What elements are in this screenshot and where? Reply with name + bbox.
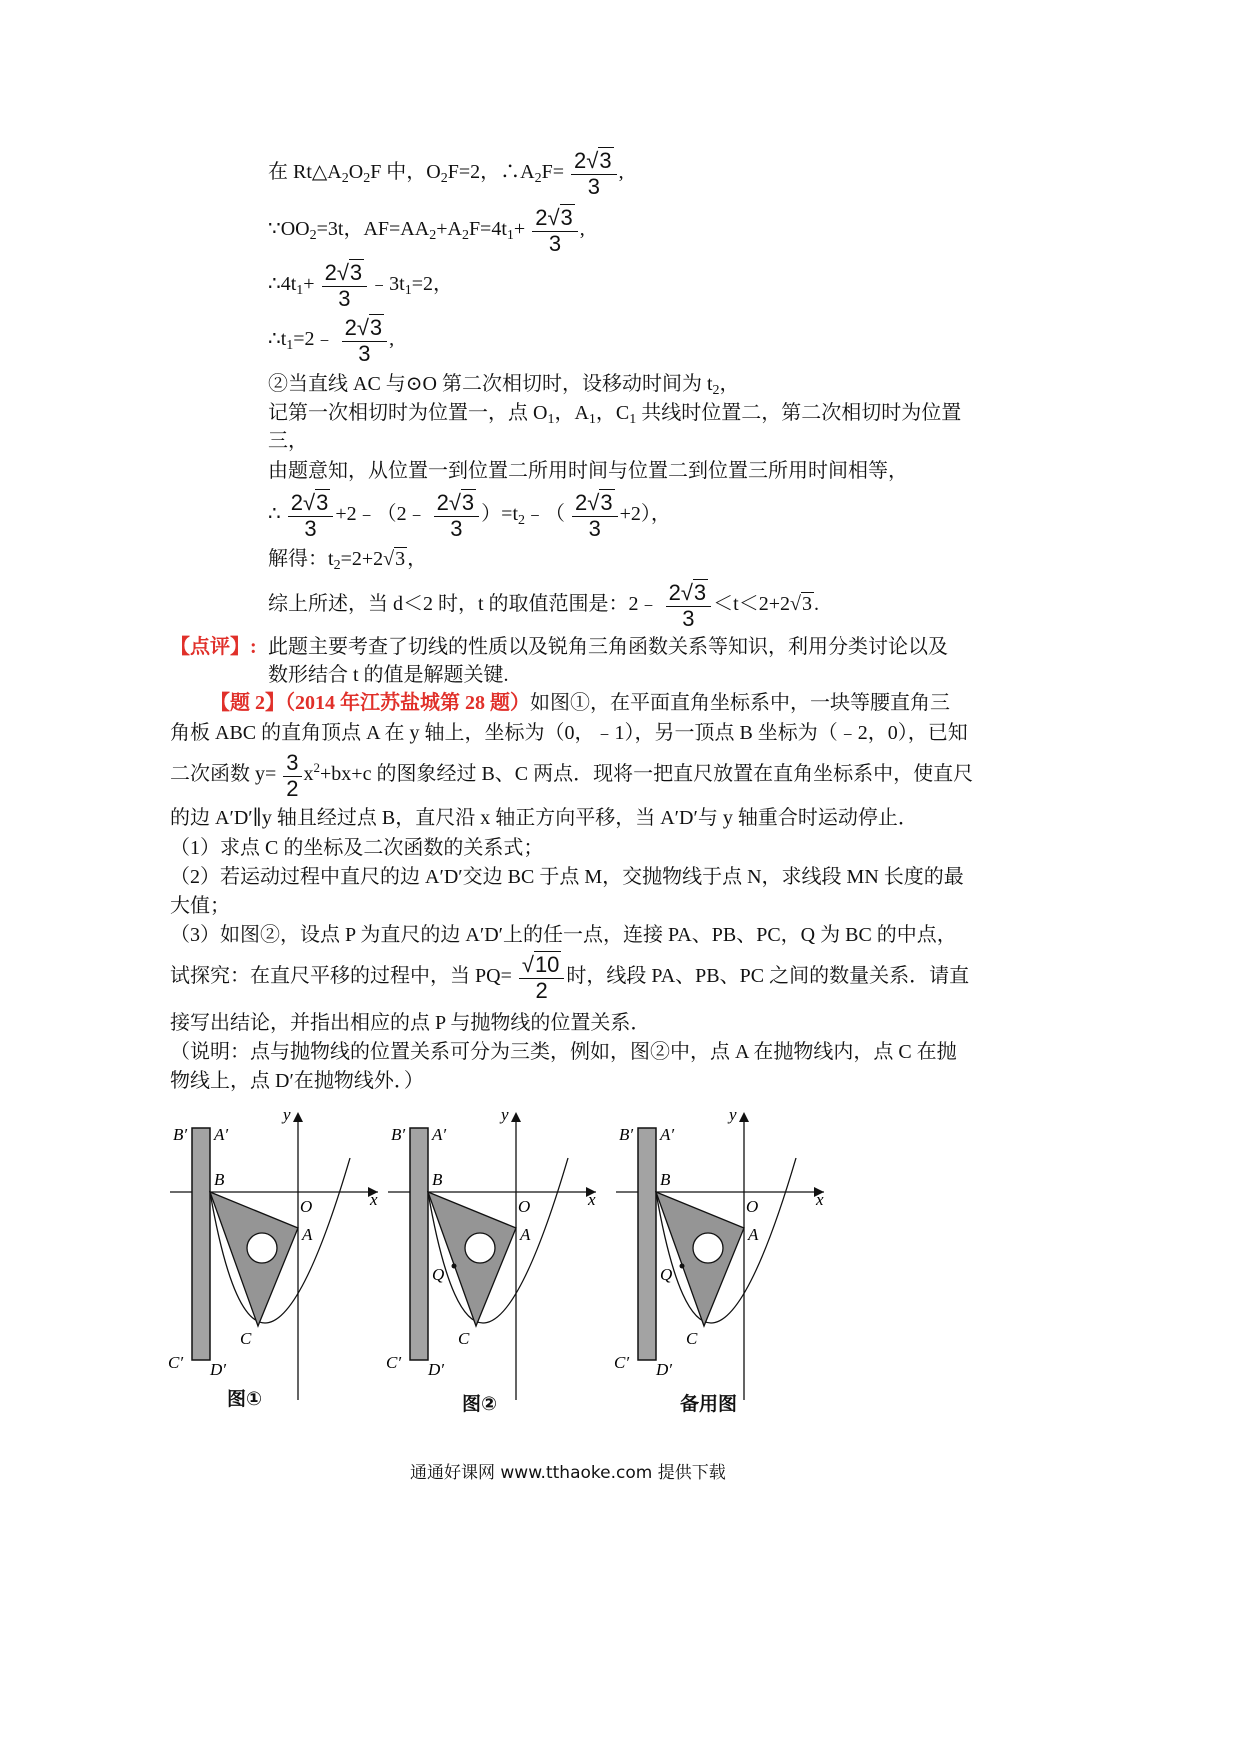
comment-line-1: 此题主要考查了切线的性质以及锐角三角函数关系等知识，利用分类讨论以及 bbox=[268, 636, 948, 658]
note-line-1: （说明：点与抛物线的位置关系可分为三类，例如，图②中，点 A 在抛物线内，点 C 在抛 bbox=[170, 1041, 957, 1063]
svg-text:B: B bbox=[660, 1170, 671, 1189]
svg-text:D′: D′ bbox=[656, 1360, 672, 1379]
svg-text:x: x bbox=[816, 1190, 824, 1209]
solution-line-2: $\because OO_2=3t$，$AF=AA_2+A_2F=4t_1+$ $\frac{2√3}{3}$ , bbox=[268, 205, 585, 256]
svg-text:D′: D′ bbox=[210, 1360, 226, 1379]
solution-line-6: 记第一次相切时为位置一，点 $O_1$，$A_1$，$C_1$ 共线时位置二，第二次相切时为位置 bbox=[268, 402, 962, 427]
svg-text:A: A bbox=[302, 1225, 313, 1244]
solution-line-1: 在 $Rt\triangle A_2O_2F$ 中，$O_2F=2$，$\therefore A_2F=$ $\frac{2√3}{3}$ , bbox=[268, 148, 624, 199]
svg-text:C′: C′ bbox=[614, 1353, 630, 1372]
figure-backup bbox=[614, 1105, 824, 1400]
page-footer: 通通好课网 www.tthaoke.com 提供下载 bbox=[410, 1463, 726, 1483]
svg-text:y: y bbox=[501, 1105, 509, 1124]
svg-text:C: C bbox=[458, 1329, 470, 1348]
fraction-2sqrt3-over-3: $\frac{2√3}{3}$ bbox=[288, 490, 334, 541]
figure-2 bbox=[386, 1105, 596, 1400]
fraction-3-over-2: $\frac{3}{2}$ bbox=[283, 750, 301, 801]
svg-text:y: y bbox=[729, 1105, 737, 1124]
fraction-2sqrt3-over-3: $\frac{2√3}{3}$ bbox=[322, 260, 368, 311]
svg-text:B′: B′ bbox=[391, 1125, 406, 1144]
problem-line-1: 【题 2】（2014 年江苏盐城第 28 题）如图①，在平面直角坐标系中，一块等腰直角三 bbox=[210, 692, 950, 714]
solution-line-4: $\therefore t_1=2﹣$ $\frac{2√3}{3}$ , bbox=[268, 315, 395, 366]
problem-source: （2014 年江苏盐城第 28 题） bbox=[285, 692, 530, 714]
comment-line-2: 数形结合 t 的值是解题关键. bbox=[268, 664, 509, 686]
svg-text:A′: A′ bbox=[660, 1125, 675, 1144]
svg-text:A′: A′ bbox=[214, 1125, 229, 1144]
svg-text:C′: C′ bbox=[168, 1353, 184, 1372]
problem-line-3: 二次函数 y= $\frac{3}{2}$ $x^2+bx+c$ 的图象经过 B、C 两点．现将一把直尺放置在直角坐标系中，使直尺 bbox=[170, 750, 974, 801]
figure-1-caption: 图① bbox=[227, 1389, 263, 1410]
svg-text:C: C bbox=[686, 1329, 698, 1348]
question-1: （1）求点 C 的坐标及二次函数的关系式； bbox=[170, 837, 544, 859]
problem-tag: 【题 2】 bbox=[210, 692, 285, 714]
solution-line-10: 解得：$t_2=2+2√3$ ， bbox=[268, 548, 428, 573]
svg-text:B′: B′ bbox=[619, 1125, 634, 1144]
svg-text:A: A bbox=[748, 1225, 759, 1244]
svg-text:O: O bbox=[300, 1197, 313, 1216]
svg-text:O: O bbox=[518, 1197, 531, 1216]
solution-line-8: 由题意知，从位置一到位置二所用时间与位置二到位置三所用时间相等， bbox=[268, 460, 908, 482]
svg-text:D′: D′ bbox=[428, 1360, 444, 1379]
svg-text:B′: B′ bbox=[173, 1125, 188, 1144]
svg-text:A′: A′ bbox=[432, 1125, 447, 1144]
note-line-2: 物线上，点 D′在抛物线外．） bbox=[170, 1070, 424, 1092]
question-3-line-3: 接写出结论，并指出相应的点 P 与抛物线的位置关系． bbox=[170, 1012, 651, 1034]
question-3-line-2: 试探究：在直尺平移的过程中，当 PQ= $\frac{√10}{2}$ 时，线段 PA、PB、PC 之间的数量关系．请直 bbox=[170, 952, 970, 1003]
svg-text:C: C bbox=[240, 1329, 252, 1348]
geometry-figures bbox=[0, 1090, 1240, 1490]
svg-text:y: y bbox=[283, 1105, 291, 1124]
problem-line-2: 角板 ABC 的直角顶点 A 在 y 轴上，坐标为（0，﹣1），另一顶点 B 坐标为（﹣2，0），已知 bbox=[170, 722, 968, 744]
fraction-2sqrt3-over-3: $\frac{2√3}{3}$ bbox=[532, 205, 578, 256]
figure-backup-caption: 备用图 bbox=[680, 1394, 738, 1415]
fraction-sqrt10-over-2: $\frac{√10}{2}$ bbox=[519, 952, 565, 1003]
figure-2-caption: 图② bbox=[462, 1394, 498, 1415]
svg-text:x: x bbox=[370, 1190, 378, 1209]
question-2-line-1: （2）若运动过程中直尺的边 A′D′交边 BC 于点 M，交抛物线于点 N，求线段 MN 长度的最 bbox=[170, 866, 964, 888]
comment-label: 【点评】: bbox=[170, 636, 257, 658]
solution-line-3: $\therefore 4t_1+$ $\frac{2√3}{3}$ $﹣3t_1=2$， bbox=[268, 260, 453, 311]
solution-line-7: 三， bbox=[268, 430, 308, 452]
svg-text:Q: Q bbox=[660, 1265, 673, 1284]
fraction-2sqrt3-over-3: $\frac{2√3}{3}$ bbox=[571, 148, 617, 199]
svg-text:C′: C′ bbox=[386, 1353, 402, 1372]
question-2-line-2: 大值； bbox=[170, 895, 230, 917]
question-3-line-1: （3）如图②，设点 P 为直尺的边 A′D′上的任一点，连接 PA、PB、PC，Q 为 BC 的中点， bbox=[170, 924, 957, 946]
fraction-2sqrt3-over-3: $\frac{2√3}{3}$ bbox=[572, 490, 618, 541]
fraction-2sqrt3-over-3: $\frac{2√3}{3}$ bbox=[434, 490, 480, 541]
fraction-2sqrt3-over-3: $\frac{2√3}{3}$ bbox=[342, 315, 388, 366]
problem-line-4: 的边 A′D′∥y 轴且经过点 B，直尺沿 x 轴正方向平移，当 A′D′与 y 轴重合时运动停止． bbox=[170, 807, 918, 829]
svg-text:B: B bbox=[214, 1170, 225, 1189]
svg-text:x: x bbox=[588, 1190, 596, 1209]
svg-text:O: O bbox=[746, 1197, 759, 1216]
svg-text:B: B bbox=[432, 1170, 443, 1189]
solution-line-5: ②当直线 AC 与⊙O 第二次相切时，设移动时间为 $t_2$， bbox=[268, 373, 740, 398]
svg-text:Q: Q bbox=[432, 1265, 445, 1284]
svg-text:A: A bbox=[520, 1225, 531, 1244]
solution-line-11: 综上所述，当 d＜2 时，t 的取值范围是：2﹣ $\frac{2√3}{3}$ ＜t＜2+2√3 . bbox=[268, 580, 819, 631]
solution-line-9: ∴ $\frac{2√3}{3}$ +2﹣（2﹣ $\frac{2√3}{3}$ ）$=t_2﹣$（ $\frac{2√3}{3}$ +2）， bbox=[268, 490, 671, 541]
fraction-2sqrt3-over-3: $\frac{2√3}{3}$ bbox=[666, 580, 712, 631]
figure-1 bbox=[168, 1105, 378, 1400]
